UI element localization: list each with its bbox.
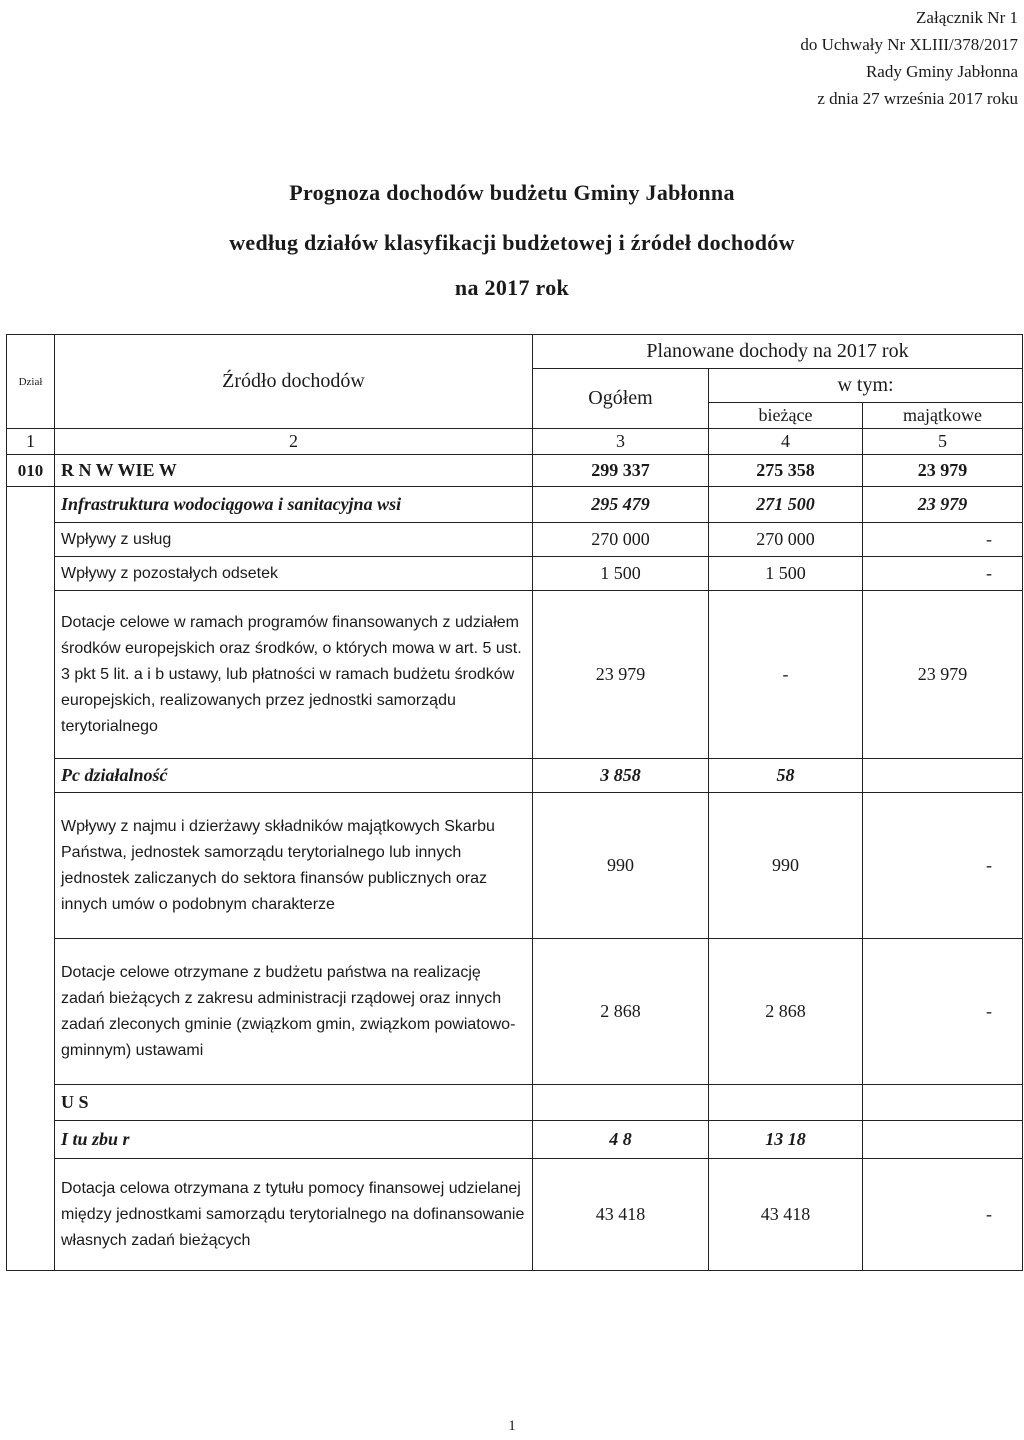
value-majatkowe: - (863, 793, 1023, 939)
col-number-5: 5 (863, 429, 1023, 455)
annex-line-1: Załącznik Nr 1 (916, 8, 1018, 27)
section-name: R N W WIE W (55, 455, 533, 487)
header-dzial: Dział (7, 335, 55, 429)
subsection-row (7, 487, 1023, 523)
table-row (7, 523, 1023, 557)
page-number: 1 (508, 1418, 516, 1434)
value-biezace: 990 (709, 793, 863, 939)
value-majatkowe: - (863, 523, 1023, 557)
col-number-1: 1 (7, 429, 55, 455)
table-row (7, 557, 1023, 591)
subsection-biezace: 58 (709, 759, 863, 793)
header-majatkowe: majątkowe (863, 403, 1023, 429)
document-title-line-3: na 2017 rok (454, 275, 570, 300)
section-biezace: 275 358 (709, 455, 863, 487)
header-biezace: bieżące (709, 403, 863, 429)
value-biezace: 270 000 (709, 523, 863, 557)
section-majatkowe: 23 979 (863, 455, 1023, 487)
value-ogolem: 990 (533, 793, 709, 939)
subsection-name: Infrastruktura wodociągowa i sanitacyjna wsi (55, 487, 533, 523)
subsection-row (7, 1121, 1023, 1159)
document-title-line-1: Prognoza dochodów budżetu Gminy Jabłonna (289, 180, 735, 205)
col-number-2: 2 (55, 429, 533, 455)
section-biezace (709, 1085, 863, 1121)
value-biezace: 2 868 (709, 939, 863, 1085)
value-majatkowe: - (863, 939, 1023, 1085)
table-row (7, 591, 1023, 759)
source-name: Wpływy z najmu i dzierżawy składników majątkowych Skarbu Państwa, jednostek samorządu terytorialnego lub innych jednostek zaliczanych do sektora finansów publicznych oraz innych umów o podobnym charakterze (55, 793, 533, 939)
subsection-name: I tu zbu r (55, 1121, 533, 1159)
value-biezace: - (709, 591, 863, 759)
subsection-majatkowe (863, 1121, 1023, 1159)
value-ogolem: 1 500 (533, 557, 709, 591)
revenue-table (6, 334, 1023, 1271)
table-row (7, 793, 1023, 939)
section-ogolem: 299 337 (533, 455, 709, 487)
header-w-tym: w tym: (709, 369, 1023, 403)
table-row (7, 1159, 1023, 1271)
subsection-name: Pc działalność (55, 759, 533, 793)
document-title-line-2: według działów klasyfikacji budżetowej i źródeł dochodów (229, 230, 795, 255)
value-majatkowe: 23 979 (863, 591, 1023, 759)
table-row (7, 939, 1023, 1085)
value-biezace: 43 418 (709, 1159, 863, 1271)
value-majatkowe: - (863, 1159, 1023, 1271)
header-planowane: Planowane dochody na 2017 rok (533, 335, 1023, 369)
section-name: U S (55, 1085, 533, 1121)
value-majatkowe: - (863, 557, 1023, 591)
section-dzial: 010 (7, 455, 55, 487)
col-number-3: 3 (533, 429, 709, 455)
source-name: Dotacja celowa otrzymana z tytułu pomocy finansowej udzielanej między jednostkami samorządu terytorialnego na dofinansowanie własnych zadań bieżących (55, 1159, 533, 1271)
col-number-4: 4 (709, 429, 863, 455)
value-ogolem: 23 979 (533, 591, 709, 759)
value-biezace: 1 500 (709, 557, 863, 591)
subsection-ogolem: 295 479 (533, 487, 709, 523)
section-row (7, 455, 1023, 487)
section-row (7, 1085, 1023, 1121)
annex-line-4: z dnia 27 września 2017 roku (817, 89, 1018, 108)
subsection-majatkowe: 23 979 (863, 487, 1023, 523)
header-ogolem: Ogółem (533, 369, 709, 429)
subsection-biezace: 13 18 (709, 1121, 863, 1159)
annex-header (800, 4, 1018, 112)
source-name: Dotacje celowe w ramach programów finansowanych z udziałem środków europejskich oraz środków, o których mowa w art. 5 ust. 3 pkt 5 lit. a i b ustawy, lub płatności w ramach budżetu środków europejskich, realizowanych przez jednostki samorządu terytorialnego (55, 591, 533, 759)
source-name: Wpływy z pozostałych odsetek (55, 557, 533, 591)
subsection-biezace: 271 500 (709, 487, 863, 523)
subsection-ogolem: 3 858 (533, 759, 709, 793)
subsection-row (7, 759, 1023, 793)
value-ogolem: 2 868 (533, 939, 709, 1085)
value-ogolem: 270 000 (533, 523, 709, 557)
source-name: Wpływy z usług (55, 523, 533, 557)
subsection-majatkowe (863, 759, 1023, 793)
subsection-ogolem: 4 8 (533, 1121, 709, 1159)
section-ogolem (533, 1085, 709, 1121)
annex-line-2: do Uchwały Nr XLIII/378/2017 (800, 35, 1018, 54)
source-name: Dotacje celowe otrzymane z budżetu państwa na realizację zadań bieżących z zakresu administracji rządowej oraz innych zadań zleconych gminie (związkom gmin, związkom powiatowo-gminnym) ustawami (55, 939, 533, 1085)
section-majatkowe (863, 1085, 1023, 1121)
annex-line-3: Rady Gminy Jabłonna (865, 62, 1018, 81)
dzial-spacer-cell (7, 487, 55, 1271)
value-ogolem: 43 418 (533, 1159, 709, 1271)
header-zrodlo: Źródło dochodów (55, 335, 533, 429)
